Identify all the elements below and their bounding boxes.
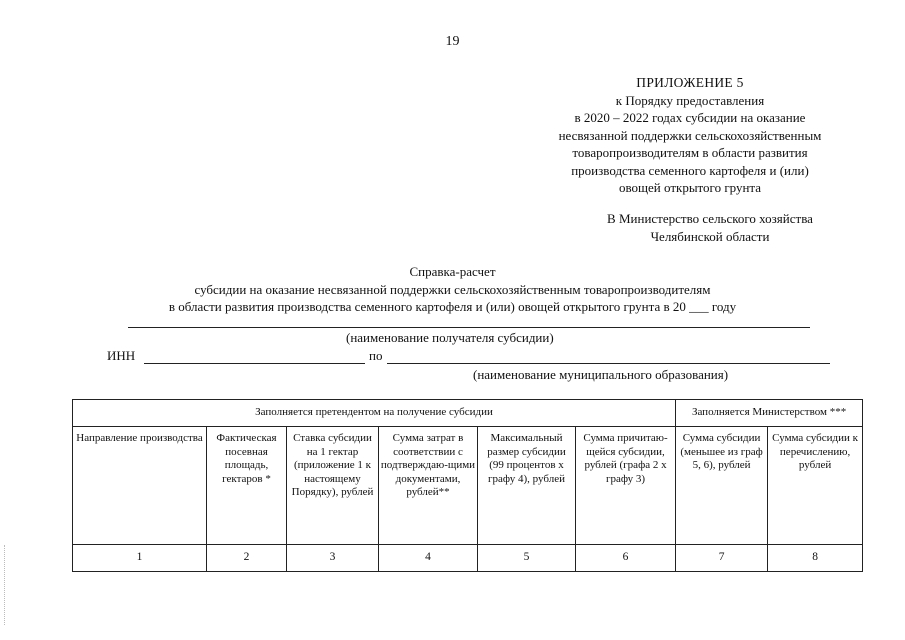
- title-line: в области развития производства семенного картофеля и (или) овощей открытого грунта в 20 ___ году: [168, 299, 737, 314]
- inn-label: ИНН: [107, 348, 136, 363]
- column-number: 7: [676, 545, 768, 572]
- recipient-caption: (наименование получателя субсидии): [346, 330, 554, 345]
- column-number: 3: [287, 545, 379, 572]
- column-number: 6: [576, 545, 676, 572]
- scan-edge-mark: [4, 545, 6, 625]
- column-header: Направление производства: [73, 427, 207, 545]
- column-header: Сумма причитаю-щейся субсидии, рублей (графа 2 х графу 3): [576, 427, 676, 545]
- column-header: Сумма затрат в соответствии с подтверждаю-щими документами, рублей**: [379, 427, 478, 545]
- column-header: Сумма субсидии (меньшее из граф 5, 6), рублей: [676, 427, 768, 545]
- column-header-row: [73, 427, 863, 545]
- column-number: 4: [379, 545, 478, 572]
- column-header: Ставка субсидии на 1 гектар (приложение 1 к настоящему Порядку), рублей: [287, 427, 379, 545]
- document-title: [0, 263, 905, 316]
- appendix-line: к Порядку предоставления: [615, 92, 765, 108]
- group-ministry-cell: Заполняется Министерством ***: [676, 400, 863, 427]
- column-number: 5: [478, 545, 576, 572]
- column-header: Фактическая посевная площадь, гектаров *: [207, 427, 287, 545]
- page-number: 19: [445, 34, 460, 49]
- municipality-caption: (наименование муниципального образования): [473, 367, 729, 382]
- appendix-line: в 2020 – 2022 годах субсидии на оказание: [574, 110, 806, 125]
- appendix-line: производства семенного картофеля и (или): [571, 162, 809, 178]
- group-applicant-cell: Заполняется претендентом на получение субсидии: [73, 400, 676, 427]
- column-header: Максимальный размер субсидии (99 процентов х графу 4), рублей: [478, 427, 576, 545]
- appendix-line: овощей открытого грунта: [618, 180, 762, 195]
- municipality-field-line: [387, 363, 830, 364]
- appendix-line: несвязанной поддержки сельскохозяйственным: [558, 127, 822, 143]
- po-label: по: [369, 348, 383, 363]
- title-line: Справка-расчет: [409, 264, 496, 279]
- group-header-row: [73, 400, 863, 427]
- column-number: 2: [207, 545, 287, 572]
- addressee-line: В Министерство сельского хозяйства: [607, 211, 813, 226]
- addressee-line: Челябинской области: [650, 228, 770, 244]
- calculation-table: [72, 399, 863, 572]
- column-header: Сумма субсидии к перечислению, рублей: [768, 427, 863, 545]
- appendix-line: товаропроизводителям в области развития: [572, 145, 808, 160]
- appendix-block: [540, 74, 840, 197]
- inn-field-line: [144, 363, 365, 364]
- title-line: субсидии на оказание несвязанной поддержки сельскохозяйственным товаропроизводителям: [194, 281, 711, 297]
- column-number: 1: [73, 545, 207, 572]
- appendix-heading: ПРИЛОЖЕНИЕ 5: [636, 75, 744, 90]
- column-number-row: [73, 545, 863, 572]
- addressee-block: [560, 210, 860, 245]
- recipient-name-line: [128, 327, 810, 328]
- column-number: 8: [768, 545, 863, 572]
